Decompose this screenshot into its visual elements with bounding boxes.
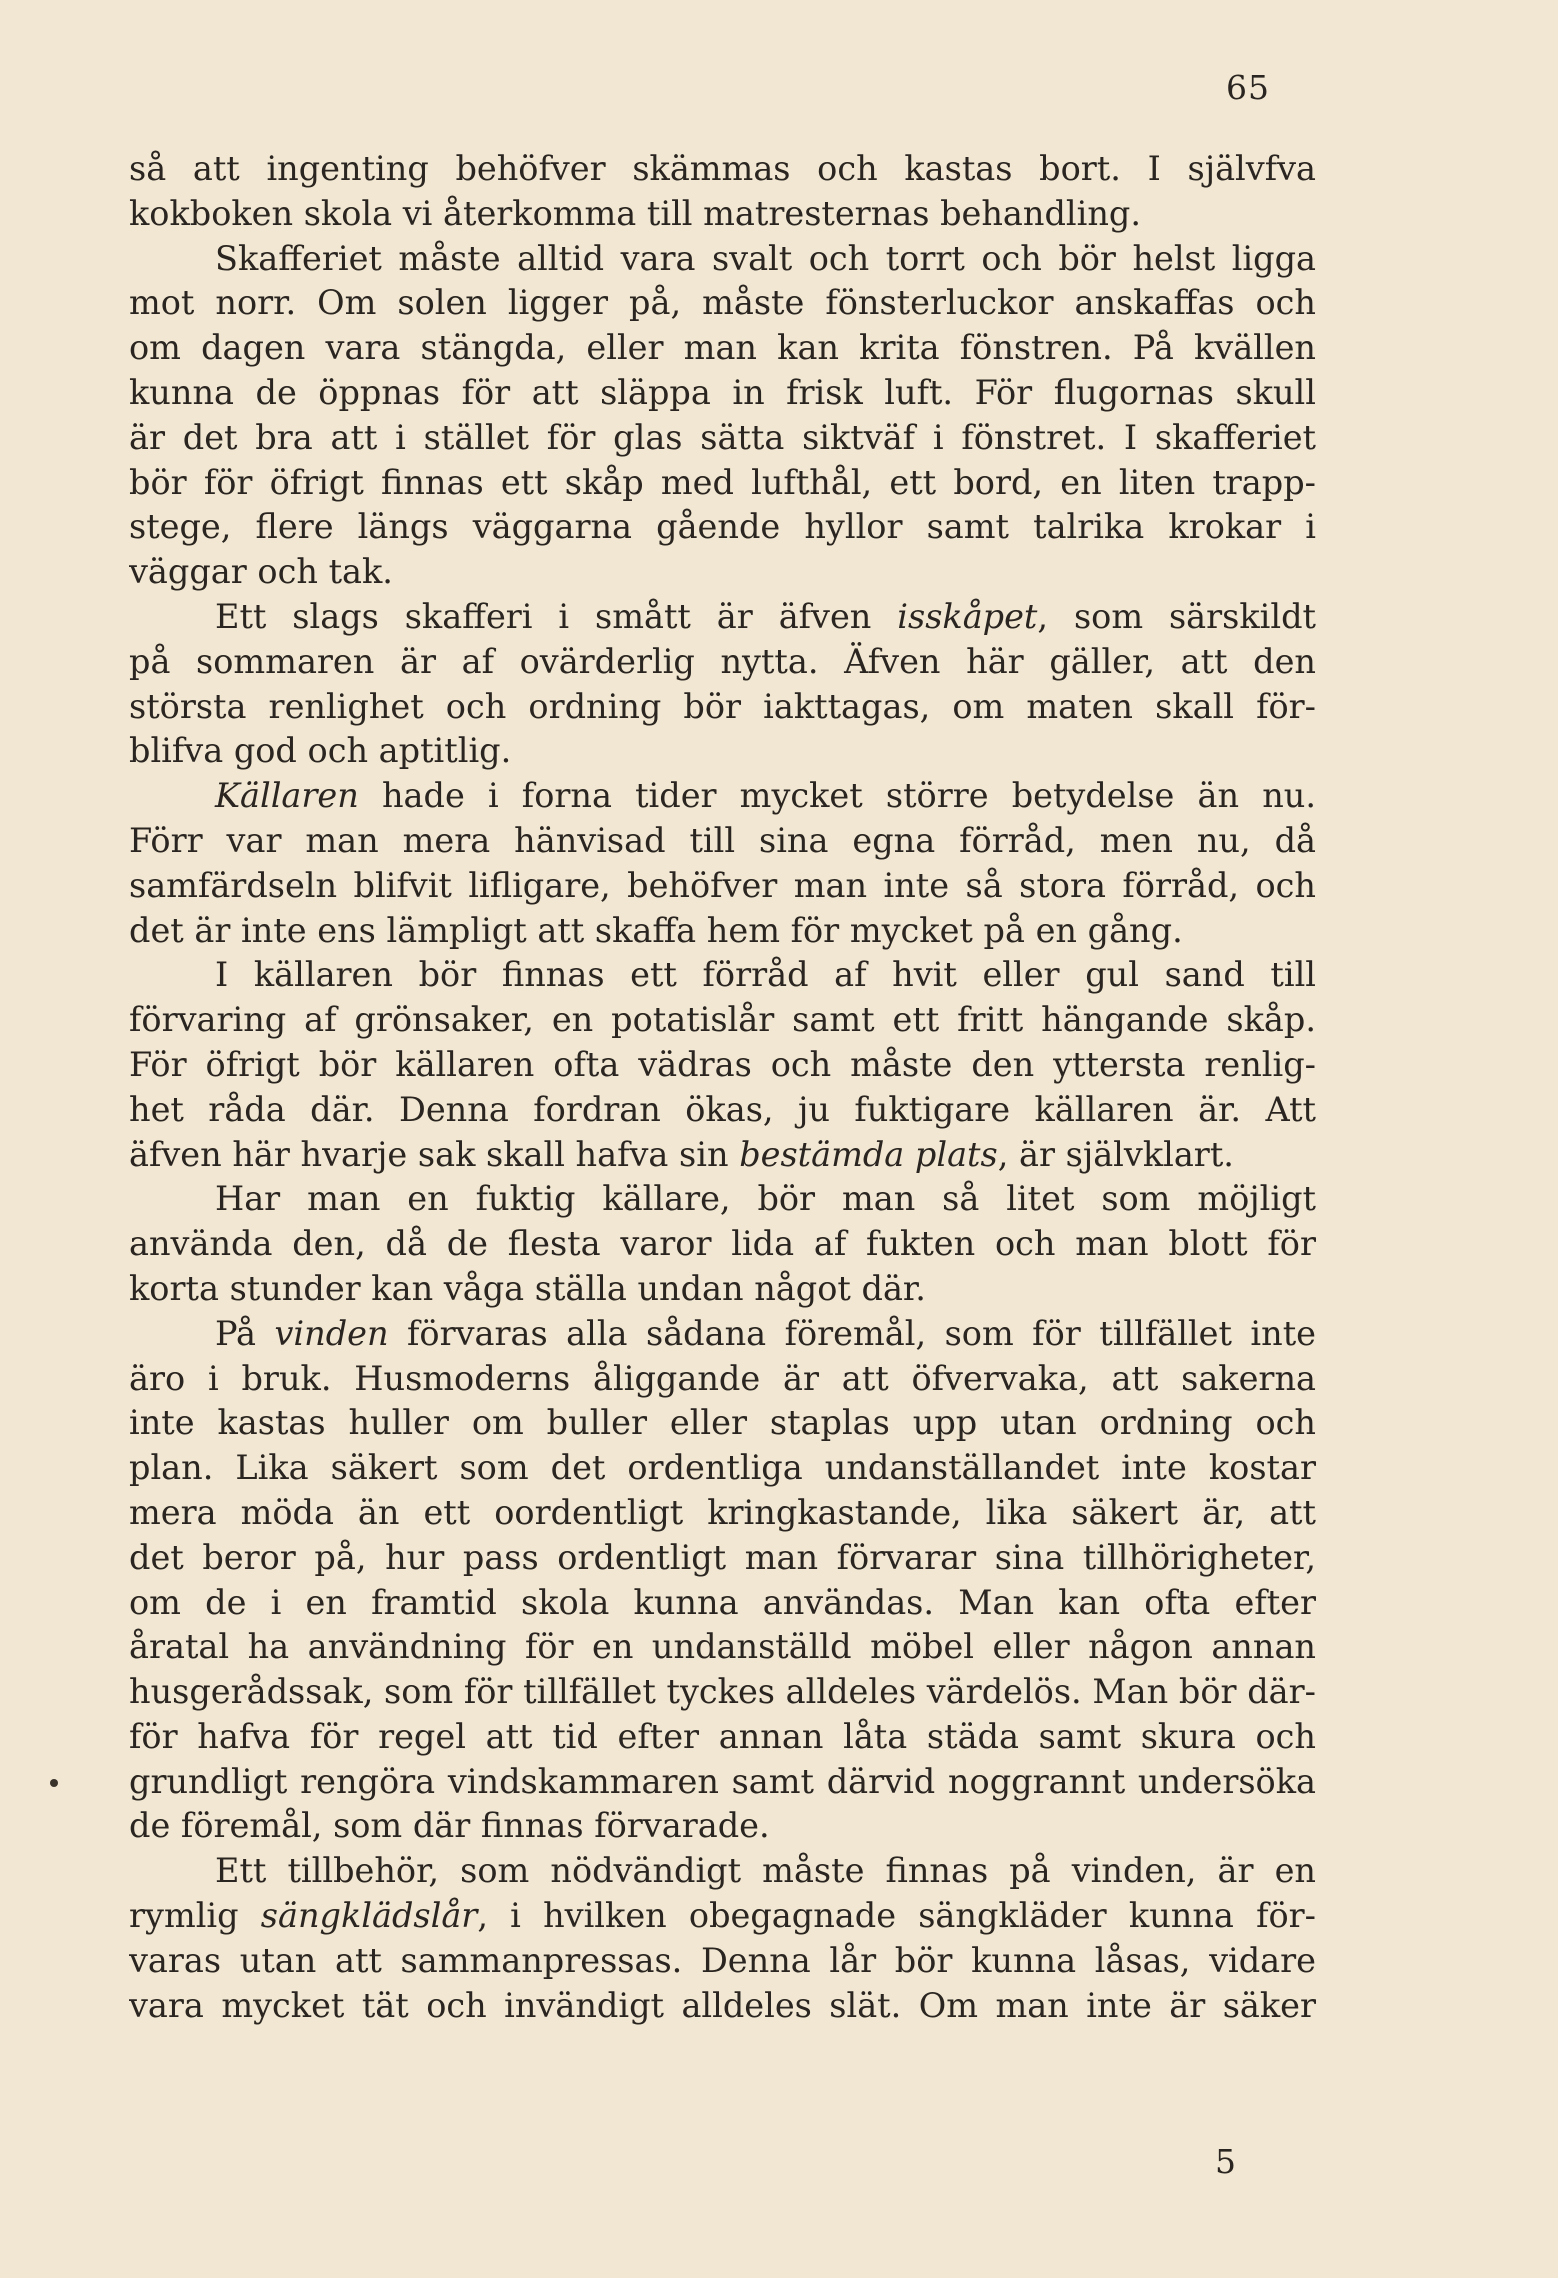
text-span: På [215, 1313, 275, 1353]
text-line: använda den, då de flesta varor lida af fukten och man blott för [129, 1224, 1316, 1264]
text-span: äfven här hvarje sak skall hafva sin [129, 1134, 740, 1174]
margin-dot [50, 1779, 58, 1787]
text-line: är det bra att i stället för glas sätta siktväf i fönstret. I skafferiet [129, 417, 1316, 457]
text-line [129, 774, 1316, 819]
text-line: I källaren bör finnas ett förråd af hvit eller gul sand till [215, 955, 1316, 995]
text-line: mot norr. Om solen ligger på, måste fönsterluckor anskaffas och [129, 283, 1316, 323]
text-span: , i hvilken obegagnade sängkläder kunna för- [477, 1896, 1316, 1936]
page-number: 65 [1226, 68, 1270, 107]
text-span: förvaras alla sådana föremål, som för tillfället inte [388, 1313, 1316, 1353]
text-line: om dagen vara stängda, eller man kan krita fönstren. På kvällen [129, 328, 1316, 368]
text-line: kunna de öppnas för att släppa in frisk luft. För flugornas skull [129, 372, 1316, 412]
text-line: Skafferiet måste alltid vara svalt och torrt och bör helst ligga [215, 238, 1316, 278]
text-line: Förr var man mera hänvisad till sina egna förråd, men nu, då [129, 820, 1316, 860]
text-line: mera möda än ett oordentligt kringkastande, lika säkert är, att [129, 1492, 1316, 1532]
text-line [129, 595, 1316, 640]
text-line: de föremål, som där finnas förvarade. [129, 1806, 770, 1846]
text-line: förvaring af grönsaker, en potatislår samt ett fritt hängande skåp. [129, 1000, 1316, 1040]
text-line: bör för öfrigt finnas ett skåp med lufthål, ett bord, en liten trapp- [129, 462, 1316, 502]
text-line: det är inte ens lämpligt att skaffa hem för mycket på en gång. [129, 910, 1183, 950]
text-line: äro i bruk. Husmoderns åliggande är att öfvervaka, att sakerna [129, 1358, 1316, 1398]
text-line: det beror på, hur pass ordentligt man förvarar sina tillhörigheter, [129, 1537, 1316, 1577]
text-line: kokboken skola vi återkomma till matresternas behandling. [129, 193, 1142, 233]
text-line: väggar och tak. [129, 552, 393, 592]
text-line [129, 1133, 1316, 1178]
text-line: vara mycket tät och invändigt alldeles slät. Om man inte är säker [129, 1985, 1316, 2025]
text-line: blifva god och aptitlig. [129, 731, 512, 771]
text-line: om de i en framtid skola kunna användas. Man kan ofta efter [129, 1582, 1316, 1622]
emphasized-term: vinden [274, 1313, 389, 1353]
text-line: stege, flere längs väggarna gående hyllor samt talrika krokar i [129, 507, 1316, 547]
text-span: hade i forna tider mycket större betydelse än nu. [358, 776, 1316, 816]
text-line: Ett tillbehör, som nödvändigt måste finnas på vinden, är en [215, 1851, 1316, 1891]
text-span: rymlig [129, 1896, 261, 1936]
emphasized-term: Källaren [215, 776, 359, 816]
text-line: inte kastas huller om buller eller staplas upp utan ordning och [129, 1403, 1316, 1443]
text-span: Ett slags skafferi i smått är äfven [215, 596, 898, 636]
text-line: För öfrigt bör källaren ofta vädras och måste den yttersta renlig- [129, 1044, 1316, 1084]
text-line [129, 1894, 1316, 1939]
text-line: på sommaren är af ovärderlig nytta. Äfven här gäller, att den [129, 641, 1316, 681]
text-line: korta stunder kan våga ställa undan något där. [129, 1268, 926, 1308]
emphasized-term: bestämda plats [739, 1134, 998, 1174]
text-line: husgerådssak, som för tillfället tyckes alldeles värdelös. Man bör där- [129, 1672, 1316, 1712]
text-span: , är självklart. [997, 1134, 1234, 1174]
signature-mark: 5 [1215, 2142, 1236, 2181]
body-text [129, 147, 1316, 2028]
text-line: samfärdseln blifvit lifligare, behöfver man inte så stora förråd, och [129, 865, 1316, 905]
text-line: åratal ha användning för en undanställd möbel eller någon annan [129, 1627, 1316, 1667]
emphasized-term: sängklädslår [260, 1896, 478, 1936]
text-line: största renlighet och ordning bör iakttagas, om maten skall för- [129, 686, 1316, 726]
text-line: het råda där. Denna fordran ökas, ju fuktigare källaren är. Att [129, 1089, 1316, 1129]
text-line: varas utan att sammanpressas. Denna lår bör kunna låsas, vidare [129, 1940, 1316, 1980]
text-line: för hafva för regel att tid efter annan låta städa samt skura och [129, 1716, 1316, 1756]
text-line: grundligt rengöra vindskammaren samt därvid noggrannt undersöka [129, 1761, 1316, 1801]
emphasized-term: isskåpet [897, 596, 1038, 636]
text-line: så att ingenting behöfver skämmas och kastas bort. I självfva [129, 149, 1316, 188]
text-line: plan. Lika säkert som det ordentliga undanställandet inte kostar [129, 1448, 1316, 1488]
text-line [129, 1312, 1316, 1357]
text-span: , som särskildt [1037, 596, 1316, 636]
text-line: Har man en fuktig källare, bör man så litet som möjligt [215, 1179, 1316, 1219]
